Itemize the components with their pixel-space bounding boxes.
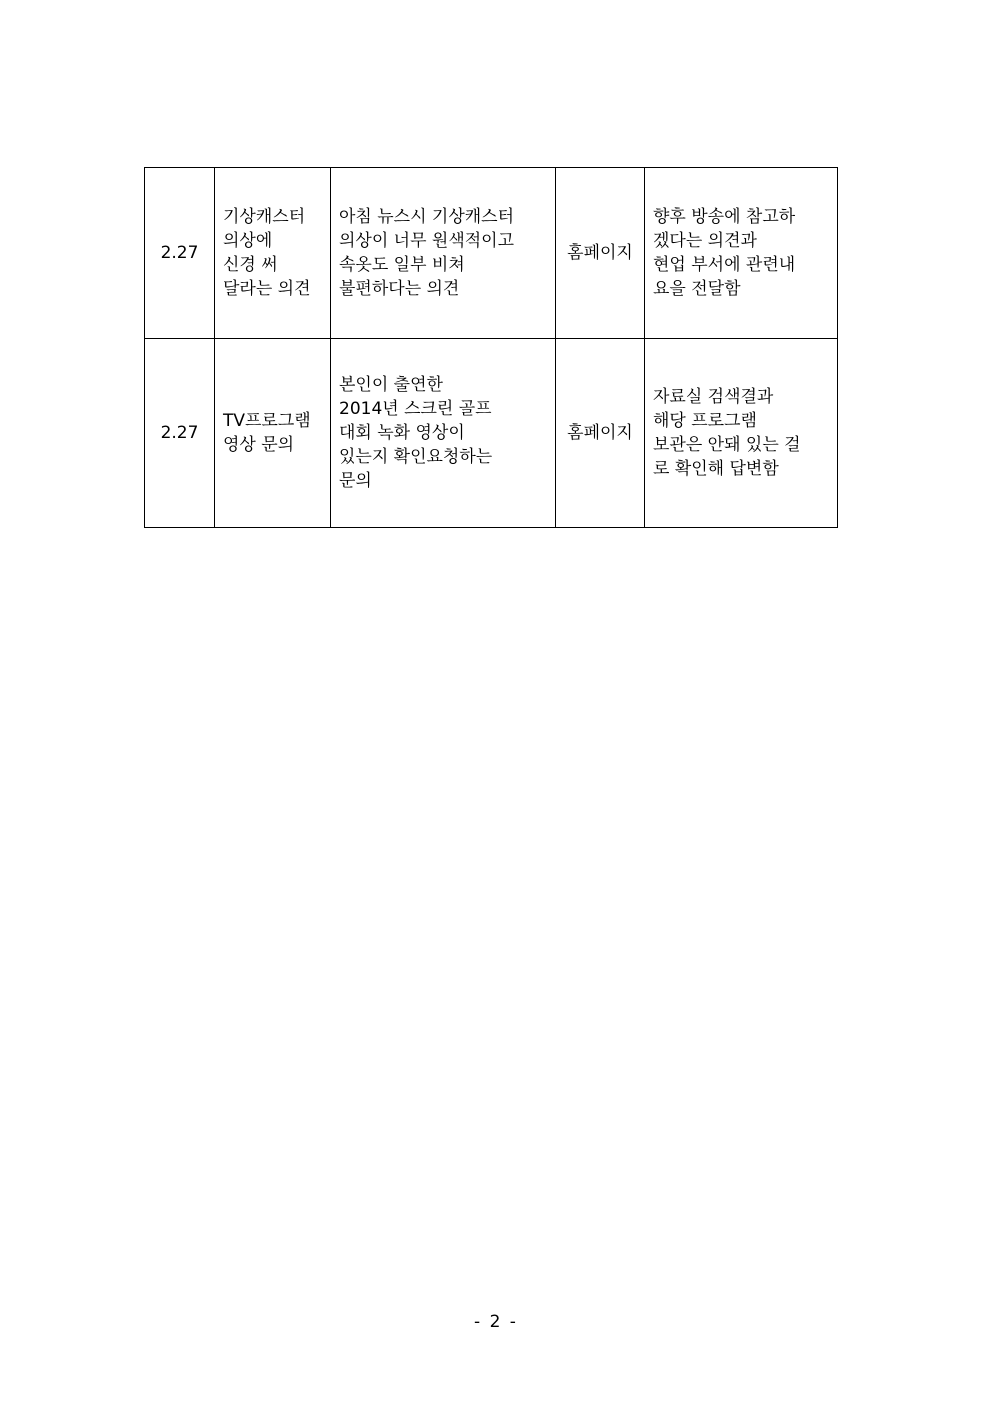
date-cell: 2.27 [145,339,215,528]
page-number: - 2 - [474,1312,518,1332]
content-cell: 아침 뉴스시 기상캐스터 의상이 너무 원색적이고 속옷도 일부 비쳐 불편하다는 의견 [331,168,556,339]
channel-cell: 홈페이지 [556,339,645,528]
date-cell: 2.27 [145,168,215,339]
answer-cell: 향후 방송에 참고하 겠다는 의견과 현업 부서에 관련내 요을 전달함 [645,168,838,339]
title-cell: 기상캐스터 의상에 신경 써 달라는 의견 [215,168,331,339]
channel-cell: 홈페이지 [556,168,645,339]
answer-cell: 자료실 검색결과 해당 프로그램 보관은 안돼 있는 걸 로 확인해 답변함 [645,339,838,528]
table-row [145,339,838,528]
title-cell: TV프로그램 영상 문의 [215,339,331,528]
content-cell: 본인이 출연한 2014년 스크린 골프 대회 녹화 영상이 있는지 확인요청하는 문의 [331,339,556,528]
table-row [145,168,838,339]
complaint-table [144,167,838,528]
